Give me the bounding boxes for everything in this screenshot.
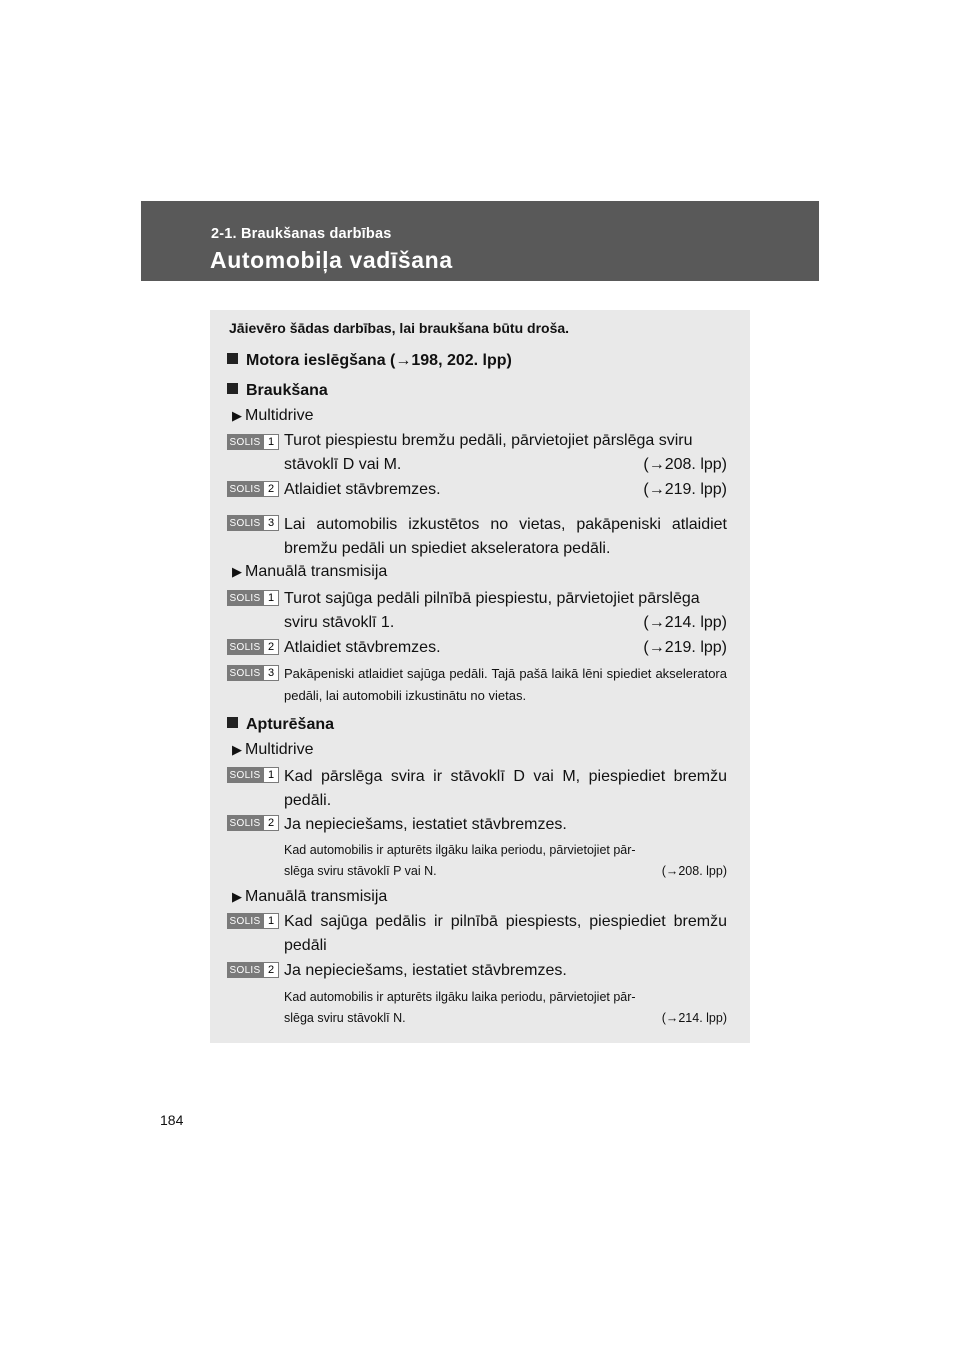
subheading-multidrive: ▶ Multidrive: [232, 741, 314, 758]
subheading-manual: ▶ Manuālā transmisija: [232, 888, 388, 905]
step-badge-1: SOLIS 1: [227, 767, 279, 783]
square-bullet-icon: [227, 717, 238, 728]
step-text: Turot sajūga pedāli pilnībā piespiestu, pārvietojiet pārslēga sviru stāvoklī 1. (→214. lpp): [284, 590, 727, 631]
step-badge-2: SOLIS 2: [227, 962, 279, 978]
triangle-arrow-icon: ▶: [232, 564, 242, 579]
square-bullet-icon: [227, 353, 238, 364]
step-badge-1: SOLIS 1: [227, 590, 279, 606]
step-text: Pakāpeniski atlaidiet sajūga pedāli. Tajā pašā laikā lēni spiediet akseleratora pedāli, lai automobili izkustinātu no vietas.: [284, 666, 727, 703]
step-badge-1: SOLIS 1: [227, 434, 279, 450]
triangle-arrow-icon: ▶: [232, 889, 242, 904]
intro-text: Jāievēro šādas darbības, lai braukšana būtu droša.: [229, 320, 570, 336]
heading-stopping: Apturēšana: [227, 716, 334, 734]
section-header: [141, 201, 819, 281]
step-badge-3: SOLIS 3: [227, 515, 279, 531]
note-text: Kad automobilis ir apturēts ilgāku laika periodu, pārvietojiet pār- slēga sviru stāvoklī P vai N. (→208. lpp): [284, 843, 727, 878]
step-text: Atlaidiet stāvbremzes. (→219. lpp): [284, 481, 727, 498]
page-title: Automobiļa vadīšana: [210, 247, 453, 273]
step-badge-2: SOLIS 2: [227, 481, 279, 497]
step-text: Turot piespiestu bremžu pedāli, pārvietojiet pārslēga sviru stāvoklī D vai M. (→208. lpp): [284, 432, 727, 473]
step-text: Kad pārslēga svira ir stāvoklī D vai M, piespiediet bremžu pedāli.: [284, 768, 727, 809]
step-text: Ja nepieciešams, iestatiet stāvbremzes.: [284, 816, 567, 833]
square-bullet-icon: [227, 383, 238, 394]
step-text: Lai automobilis izkustētos no vietas, pakāpeniski atlaidiet bremžu pedāli un spiediet akseleratora pedāli.: [284, 516, 727, 557]
note-text: Kad automobilis ir apturēts ilgāku laika periodu, pārvietojiet pār- slēga sviru stāvoklī N. (→214. lpp): [284, 990, 727, 1025]
triangle-arrow-icon: ▶: [232, 408, 242, 423]
subheading-manual: ▶ Manuālā transmisija: [232, 563, 388, 580]
step-text: Ja nepieciešams, iestatiet stāvbremzes.: [284, 962, 567, 979]
step-badge-3: SOLIS 3: [227, 665, 279, 681]
subheading-multidrive: ▶ Multidrive: [232, 407, 314, 424]
page-number: 184: [160, 1112, 184, 1128]
triangle-arrow-icon: ▶: [232, 742, 242, 757]
step-badge-1: SOLIS 1: [227, 913, 279, 929]
step-badge-2: SOLIS 2: [227, 639, 279, 655]
heading-driving: Braukšana: [227, 382, 328, 400]
section-label: 2-1. Braukšanas darbības: [211, 226, 392, 242]
step-text: Kad sajūga pedālis ir pilnībā piespiests, piespiediet bremžu pedāli: [284, 913, 727, 954]
instructions-panel: [210, 310, 750, 1043]
heading-engine-start: Motora ieslēgšana (→198, 202. lpp): [227, 352, 512, 370]
step-badge-2: SOLIS 2: [227, 815, 279, 831]
step-text: Atlaidiet stāvbremzes. (→219. lpp): [284, 639, 727, 656]
